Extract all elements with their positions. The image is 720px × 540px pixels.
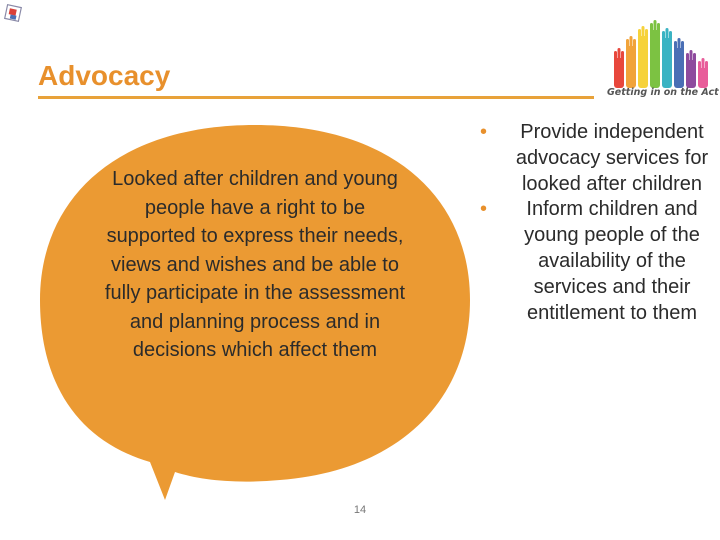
bullet-item (480, 120, 716, 197)
bullet-list (480, 120, 716, 326)
bullet-text: Inform children and young people of the availability of the services and their entitlement to them (524, 198, 700, 324)
bullet-text: Provide independent advocacy services for looked after children (515, 121, 709, 195)
bullet-marker: • (480, 198, 488, 221)
bullet-marker: • (480, 121, 488, 143)
page-number: 14 (353, 504, 367, 516)
bullet-item (480, 197, 716, 326)
speech-bubble-text: Looked after children and young people have a right to be supported to express their needs, views and wishes and be able to fully participate in the assessment and planning process and in decisions which affect them (104, 168, 406, 361)
slide-title: Advocacy (38, 60, 171, 91)
logo-tagline: Getting in on the Act (607, 87, 719, 98)
